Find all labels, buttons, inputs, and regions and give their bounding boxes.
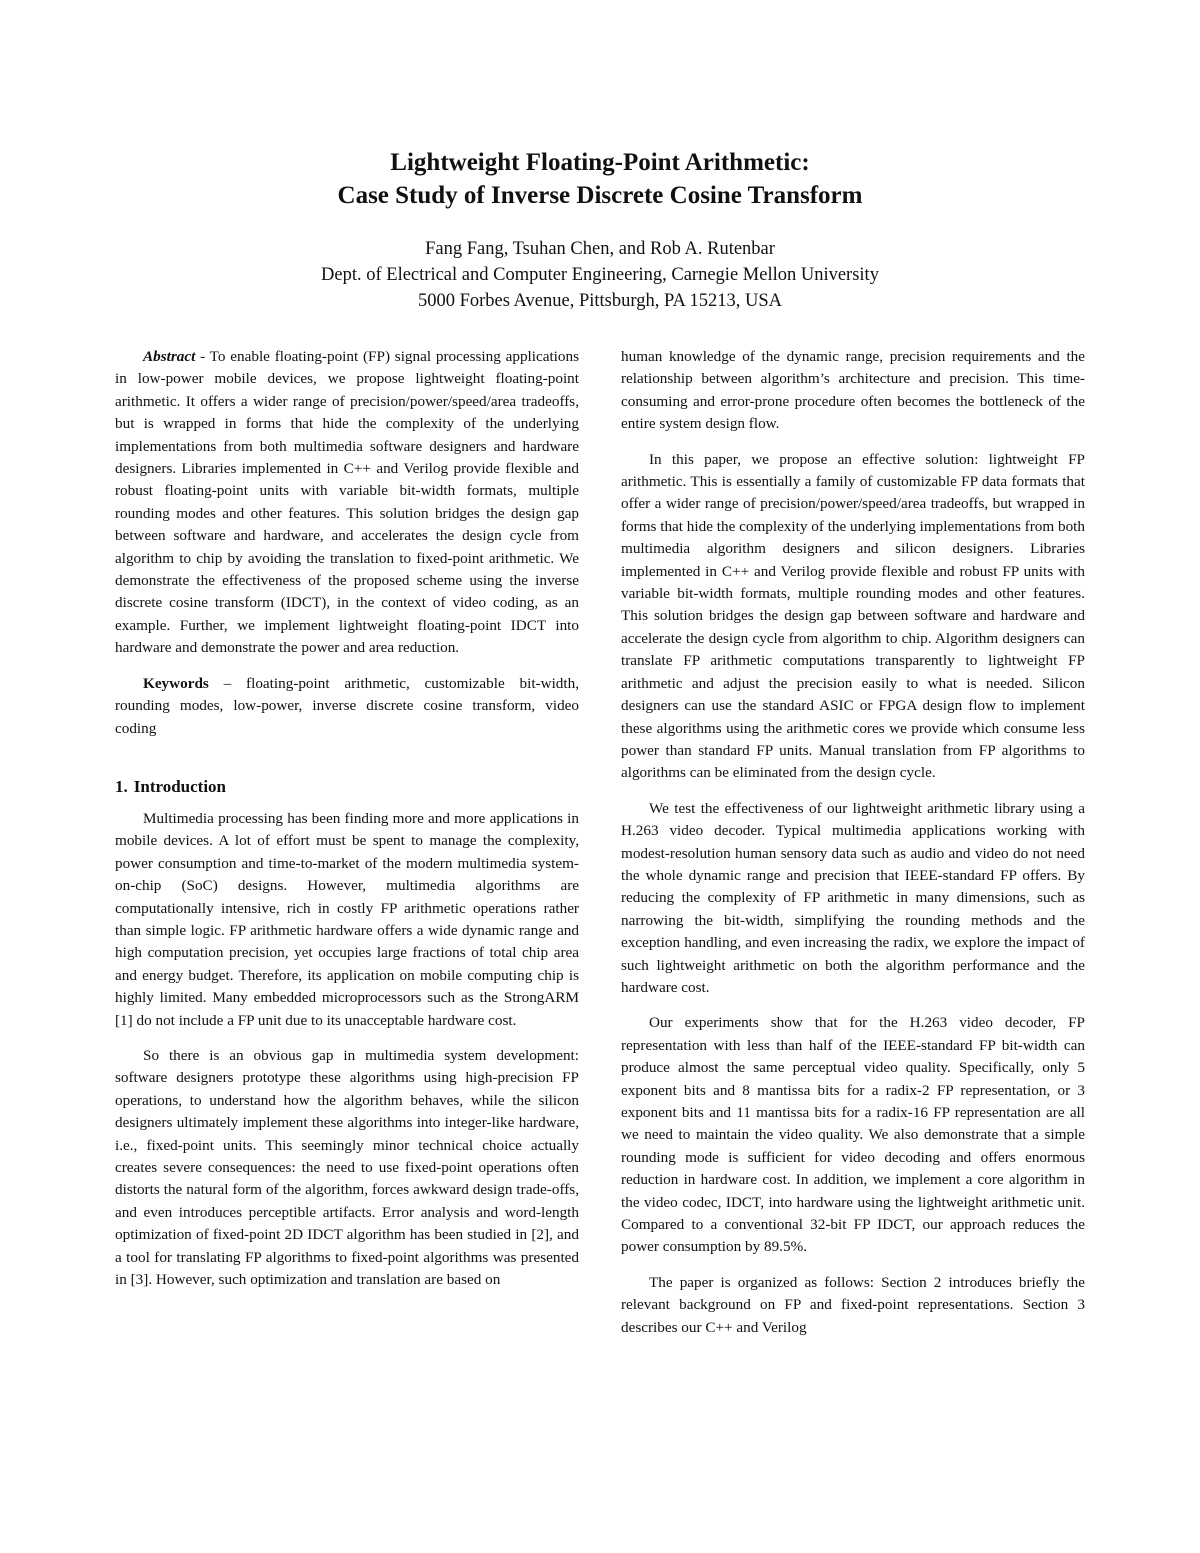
author-names: Fang Fang, Tsuhan Chen, and Rob A. Rutenbar — [425, 239, 775, 259]
author-address: 5000 Forbes Avenue, Pittsburgh, PA 15213, USA — [417, 291, 783, 311]
author-affiliation: Dept. of Electrical and Computer Engineering, Carnegie Mellon University — [321, 265, 879, 285]
body-paragraph: The paper is organized as follows: Section 2 introduces briefly the relevant background on FP and fixed-point representations. Section 3 describes our C++ and Verilog — [621, 1273, 1085, 1336]
intro-paragraph: Multimedia processing has been finding more and more applications in mobile devices. A lot of effort must be spent to manage the complexity, power consumption and time-to-market of the modern multimedia system-on-chip (SoC) designs. However, multimedia algorithms are computationally intensive, rich in costly FP arithmetic operations rather than simple logic. FP arithmetic hardware offers a wide dynamic range and high computation precision, yet occupies large fractions of total chip area and energy budget. Therefore, its application on mobile computing chip is highly limited. Many embedded microprocessors such as the StrongARM [1] do not include a FP unit due to its unacceptable hardware cost. — [115, 809, 579, 1029]
keywords-paragraph — [115, 673, 579, 740]
paper-title — [0, 146, 1200, 212]
keywords-text: – floating-point arithmetic, customizable bit-width, rounding modes, low-power, inverse discrete cosine transform, video coding — [115, 674, 579, 737]
title-line-1: Lightweight Floating-Point Arithmetic: — [390, 149, 810, 176]
section-heading-introduction — [115, 775, 579, 799]
intro-paragraph: So there is an obvious gap in multimedia system development: software designers prototype these algorithms using high-precision FP operations, to understand how the algorithm behaves, while the silicon designers ultimately implement these algorithms into integer-like hardware, i.e., fixed-point units. This seemingly minor technical choice actually creates severe consequences: the need to use fixed-point operations often distorts the natural form of the algorithm, forces awkward design trade-offs, and even introduces perceptible artifacts. Error analysis and word-length optimization of fixed-point 2D IDCT algorithm has been studied in [2], and a tool for translating FP algorithms to fixed-point algorithms was presented in [3]. However, such optimization and translation are based on — [115, 1046, 579, 1289]
title-line-2: Case Study of Inverse Discrete Cosine Transform — [337, 182, 863, 209]
abstract-paragraph — [115, 346, 579, 660]
body-paragraph: We test the effectiveness of our lightweight arithmetic library using a H.263 video decoder. Typical multimedia applications working with modest-resolution human sensory data such as audio and video do not need the whole dynamic range and precision that IEEE-standard FP offers. By reducing the complexity of FP arithmetic in many dimensions, such as narrowing the bit-width, simplifying the rounding methods and the exception handling, and even increasing the radix, we explore the impact of such lightweight arithmetic on both the algorithm performance and the hardware cost. — [621, 799, 1085, 996]
keywords-label: Keywords — [143, 674, 209, 692]
body-paragraph: human knowledge of the dynamic range, precision requirements and the relationship between algorithm’s architecture and precision. This time-consuming and error-prone procedure often becomes the bottleneck of the entire system design flow. — [621, 348, 1085, 433]
body-paragraph: In this paper, we propose an effective solution: lightweight FP arithmetic. This is essentially a family of customizable FP data formats that offer a wider range of precision/power/speed/area tradeoffs, but wrapped in forms that hide the complexity of the underlying implementations from both multimedia algorithm designers and silicon designers. Libraries implemented in C++ and Verilog provide flexible and robust FP units with variable bit-width formats, multiple rounding modes and other features. This solution bridges the design gap between software and hardware and accelerate the design cycle from algorithm to chip. Algorithm designers can translate FP arithmetic computations transparently to lightweight FP arithmetic and adjust the precision easily to what is needed. Silicon designers can use the standard ASIC or FPGA design flow to implement these algorithms using the arithmetic cores we provide which consume less power than standard FP units. Manual translation from FP algorithms to algorithms can be eliminated from the design cycle. — [621, 450, 1085, 782]
body-paragraph: Our experiments show that for the H.263 video decoder, FP representation with less than half of the IEEE-standard FP bit-width can produce almost the same perceptual video quality. Specifically, only 5 exponent bits and 8 mantissa bits for a radix-2 FP representation, or 3 exponent bits and 11 mantissa bits for a radix-16 FP representation are all we need to maintain the video quality. We also demonstrate that a simple rounding mode is sufficient for video decoding and offers enormous reduction in hardware cost. In addition, we implement a core algorithm in the video codec, IDCT, into hardware using the lightweight arithmetic unit. Compared to a conventional 32-bit FP IDCT, our approach reduces the power consumption by 89.5%. — [621, 1014, 1085, 1256]
abstract-label: Abstract — [143, 348, 196, 365]
section-number: 1. — [115, 776, 128, 796]
right-column — [621, 346, 1085, 1352]
author-block — [0, 236, 1200, 314]
left-column — [115, 346, 579, 1304]
abstract-text: - To enable floating-point (FP) signal processing applications in low-power mobile devices, we propose lightweight floating-point arithmetic. It offers a wider range of precision/power/speed/area tradeoffs, but is wrapped in forms that hide the complexity of the underlying implementations from both multimedia software designers and hardware designers. Libraries implemented in C++ and Verilog provide flexible and robust floating-point units with variable bit-width formats, multiple rounding modes and other features. This solution bridges the design gap between software and hardware, and accelerates the design cycle from algorithm to chip by avoiding the translation to fixed-point arithmetic. We demonstrate the effectiveness of the proposed scheme using the inverse discrete cosine transform (IDCT), in the context of video coding, as an example. Further, we implement lightweight floating-point IDCT into hardware and demonstrate the power and area reduction. — [115, 348, 579, 657]
section-title: Introduction — [133, 776, 227, 796]
